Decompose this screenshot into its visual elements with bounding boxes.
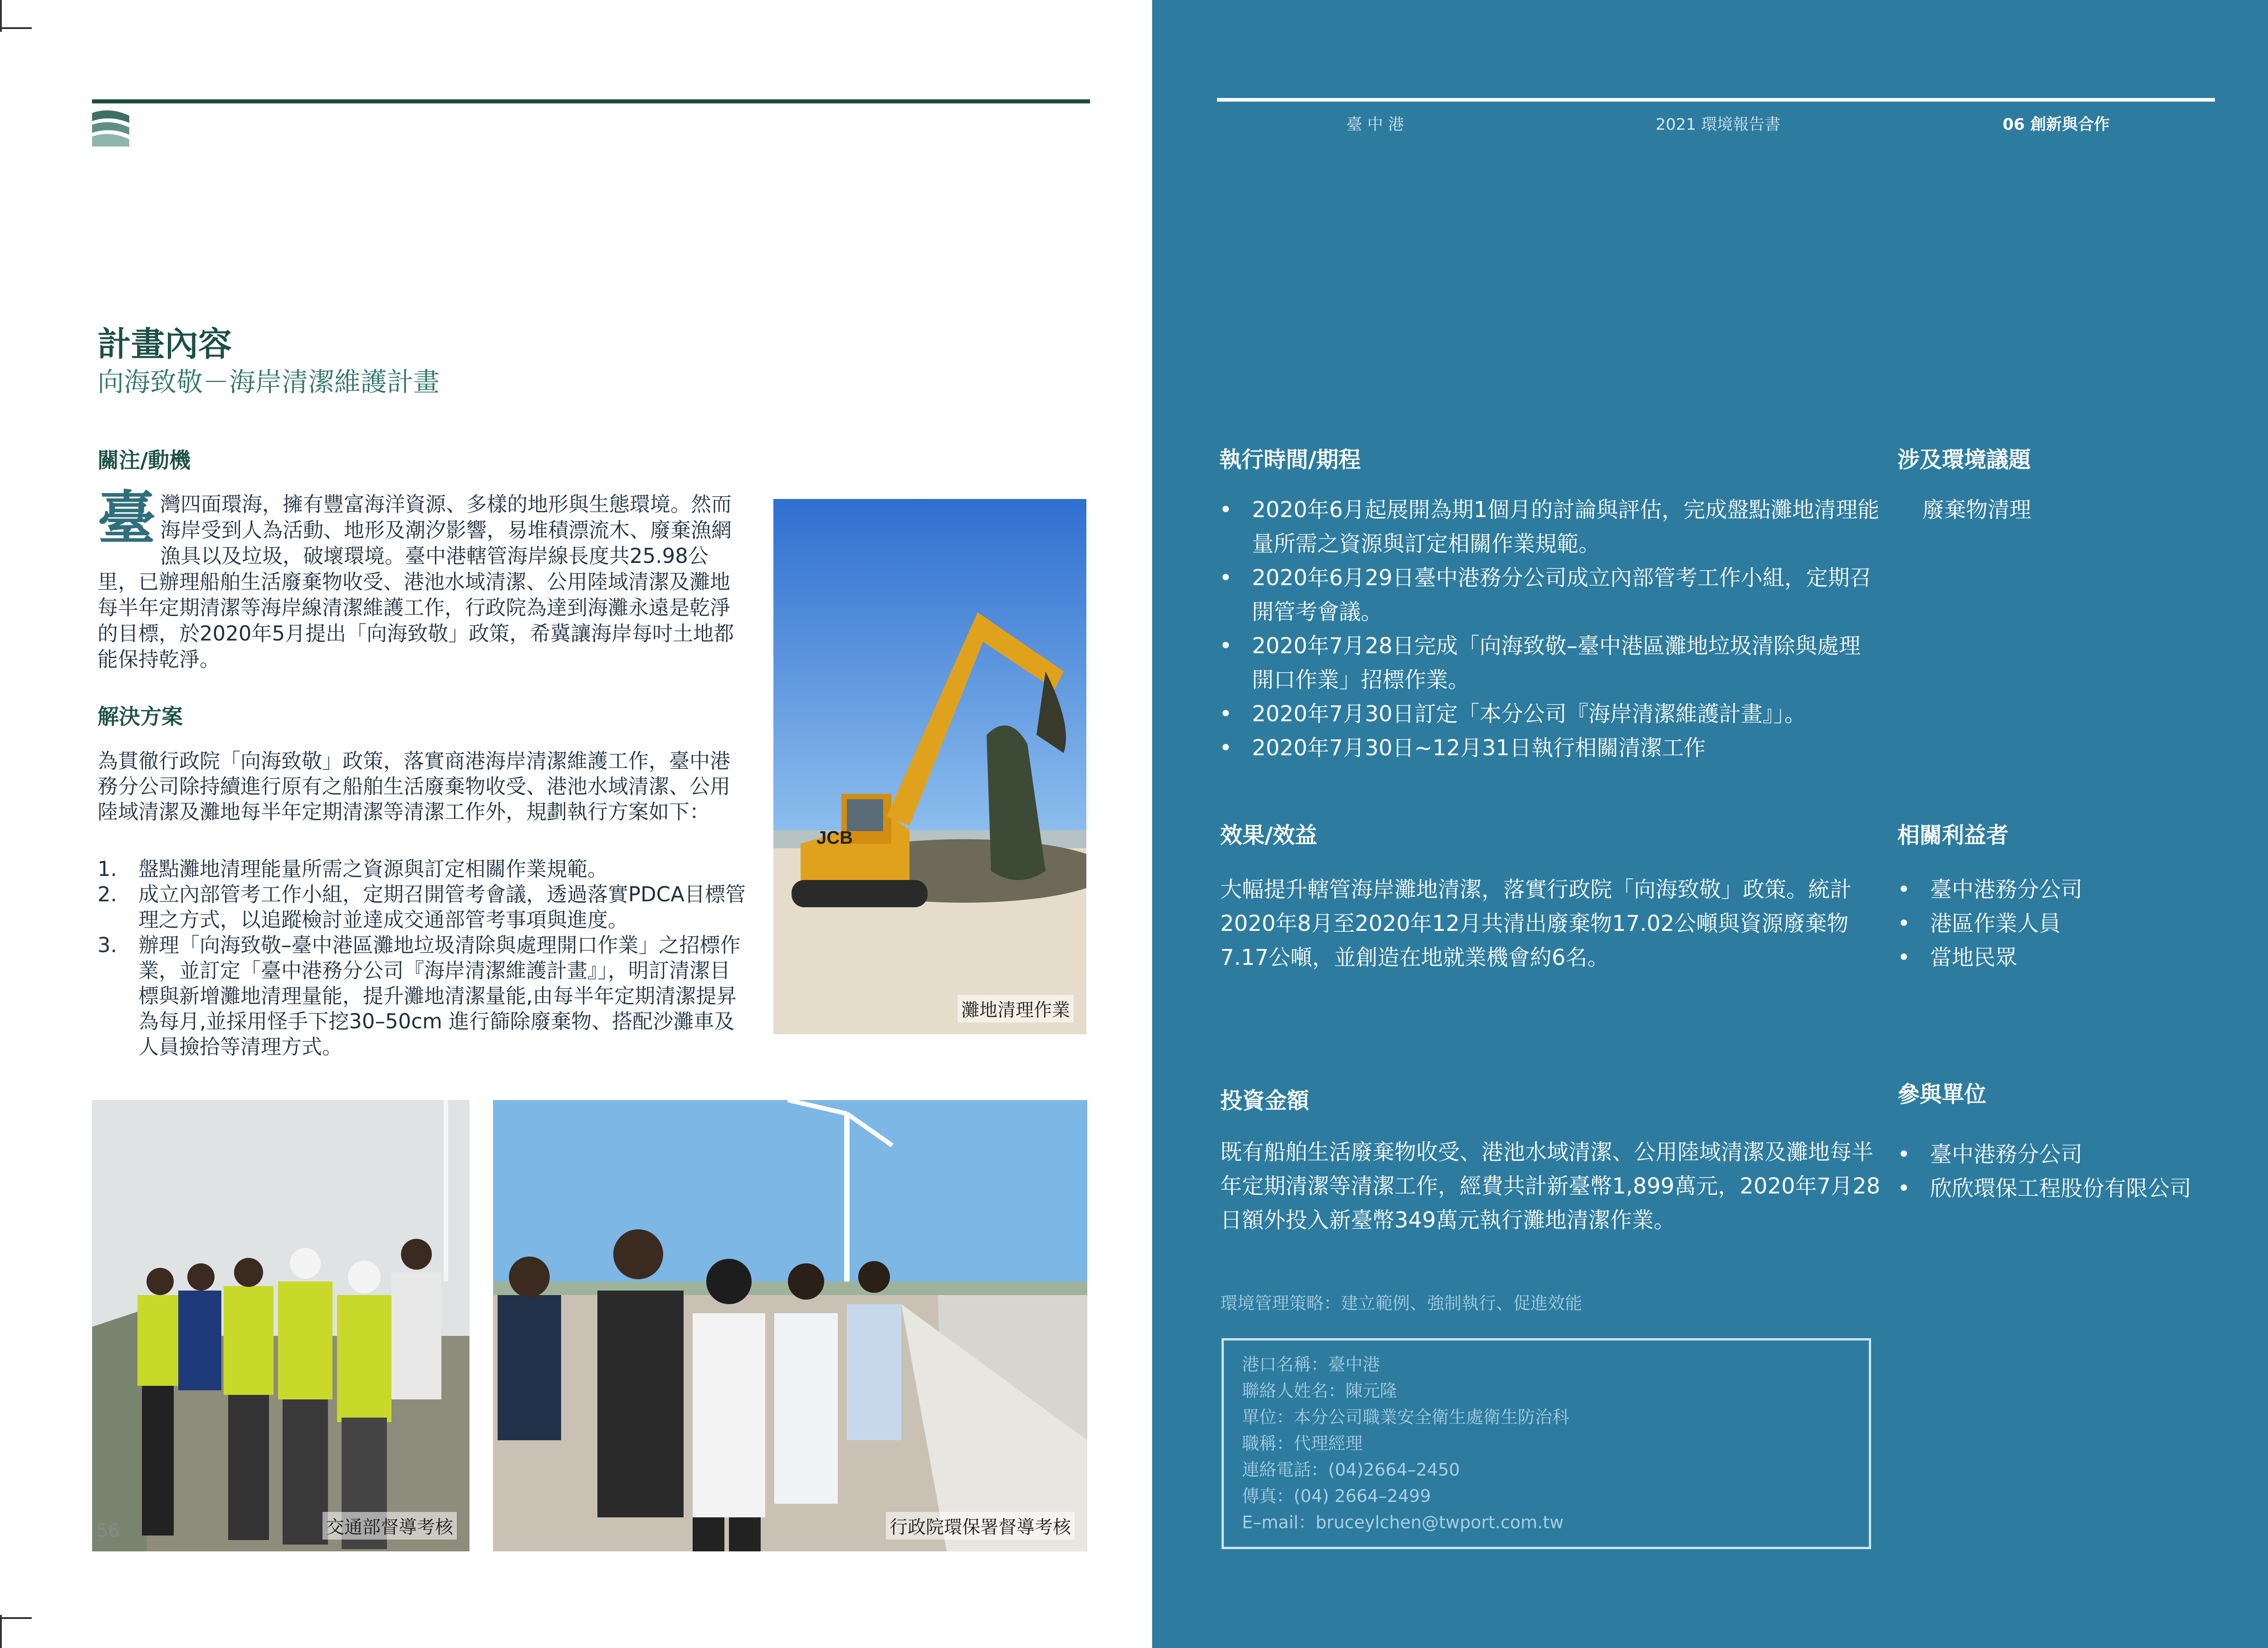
solution-list	[98, 856, 747, 1060]
stakeholders-heading: 相關利益者	[1897, 822, 2009, 848]
list-item: • 2020年7月30日訂定「本分公司『海岸清潔維護計畫』」。	[1219, 697, 1882, 731]
list-item: • 2020年6月29日臺中港務分公司成立內部管考工作小組，定期召開管考會議。	[1219, 561, 1882, 629]
list-item: • 港區作業人員	[1897, 907, 2082, 941]
list-item: 2. 成立內部管考工作小組，定期召開管考會議，透過落實PDCA目標管理之方式，以追蹤檢討並達成交通部管考事項與進度。	[98, 882, 746, 932]
list-item: • 臺中港務分公司	[1897, 873, 2082, 907]
crop-mark	[0, 1617, 32, 1619]
investment-heading: 投資金額	[1220, 1088, 1310, 1114]
effect-heading: 效果/效益	[1220, 822, 1317, 848]
drop-cap: 臺	[98, 485, 156, 553]
page-number: 56	[97, 1521, 120, 1541]
contact-port: 港口名稱：臺中港	[1242, 1355, 1380, 1374]
issues-text: 廢棄物清理	[1922, 497, 2032, 523]
concern-paragraph	[98, 485, 747, 672]
solution-heading: 解決方案	[98, 704, 183, 729]
list-item: 1. 盤點灘地清理能量所需之資源與訂定相關作業規範。	[98, 857, 608, 881]
wave-logo-icon	[92, 109, 129, 147]
execution-heading: 執行時間/期程	[1219, 447, 1361, 473]
list-item: • 欣欣環保工程股份有限公司	[1897, 1172, 2191, 1206]
list-item: • 2020年7月28日完成「向海致敬–臺中港區灘地垃圾清除與處理開口作業」招標作業。	[1219, 629, 1882, 697]
page-subtitle: 向海致敬－海岸清潔維護計畫	[98, 367, 440, 397]
crop-mark	[0, 27, 32, 29]
contact-title: 職稱：代理經理	[1242, 1433, 1363, 1453]
contact-unit: 單位：本分公司職業安全衛生處衛生防治科	[1242, 1407, 1570, 1427]
contact-phone: 連絡電話：(04)2664–2450	[1242, 1460, 1460, 1480]
list-item: • 臺中港務分公司	[1897, 1138, 2191, 1172]
stakeholders-list	[1897, 873, 2082, 975]
photo-caption: 灘地清理作業	[958, 995, 1074, 1022]
list-item: 3. 辦理「向海致敬–臺中港區灘地垃圾清除與處理開口作業」之招標作業，並訂定「臺中港務分公司『海岸清潔維護計畫』」，明訂清潔目標與新增灘地清理量能，提升灘地清潔量能,由每半年定期清潔提昇為每月,並採用怪手下挖30–50cm 進行篩除廢棄物、搭配沙灘車及人員撿拾等清理方式。	[98, 933, 741, 1059]
participants-list	[1897, 1138, 2191, 1206]
svg-text:JCB: JCB	[816, 828, 853, 848]
participants-heading: 參與單位	[1897, 1081, 1987, 1107]
management-strategy: 環境管理策略：建立範例、強制執行、促進效能	[1220, 1293, 1583, 1313]
ministry-inspection-photo	[92, 1100, 469, 1551]
photo-caption: 行政院環保署督導考核	[886, 1512, 1075, 1540]
solution-intro: 為貫徹行政院「向海致敬」政策，落實商港海岸清潔維護工作，臺中港務分公司除持續進行原有之船舶生活廢棄物收受、港池水域清潔、公用陸域清潔及灘地每半年定期清潔等清潔工作外，規劃執行方案如下：	[98, 749, 731, 824]
effect-text: 大幅提升轄管海岸灘地清潔，落實行政院「向海致敬」政策。統計2020年8月至2020年12月共清出廢棄物17.02公噸與資源廢棄物7.17公噸，並創造在地就業機會約6名。	[1220, 877, 1852, 970]
concern-body: 灣四面環海，擁有豐富海洋資源、多樣的地形與生態環境。然而海岸受到人為活動、地形及潮汐影響，易堆積漂流木、廢棄漁網漁具以及垃圾，破壞環境。臺中港轄管海岸線長度共25.98公里，已辦理船舶生活廢棄物收受、港池水域清潔、公用陸域清潔及灘地每半年定期清潔等海岸線清潔維護工作，行政院為達到海灘永遠是乾淨的目標，於2020年5月提出「向海致敬」政策，希冀讓海岸每吋土地都能保持乾淨。	[98, 492, 734, 671]
page-title: 計畫內容	[98, 325, 232, 364]
concern-heading: 關注/動機	[98, 448, 191, 473]
contact-email[interactable]: E–mail：bruceylchen@twport.com.tw	[1242, 1512, 1564, 1532]
top-rule	[92, 99, 1090, 103]
list-item: • 2020年7月30日~12月31日執行相關清潔工作	[1219, 731, 1882, 765]
photo-caption: 交通部督導考核	[323, 1512, 457, 1540]
contact-fax: 傳真：(04) 2664–2499	[1242, 1486, 1431, 1506]
top-rule	[1217, 98, 2215, 102]
list-item: • 當地民眾	[1897, 941, 2082, 975]
header-report: 2021 環境報告書	[1656, 116, 1781, 134]
issues-heading: 涉及環境議題	[1897, 447, 2031, 473]
execution-list	[1219, 493, 1882, 765]
contact-box	[1222, 1338, 1871, 1549]
excavator-photo	[773, 499, 1086, 1034]
epa-inspection-photo	[493, 1100, 1087, 1551]
list-item: • 2020年6月起展開為期1個月的討論與評估，完成盤點灘地清理能量所需之資源與訂定相關作業規範。	[1219, 493, 1882, 561]
investment-text: 既有船舶生活廢棄物收受、港池水域清潔、公用陸域清潔及灘地每半年定期清潔等清潔工作，經費共計新臺幣1,899萬元，2020年7月28日額外投入新臺幣349萬元執行灘地清潔作業。	[1220, 1139, 1881, 1233]
contact-person: 聯絡人姓名：陳元隆	[1242, 1381, 1398, 1401]
header-port: 臺 中 港	[1346, 116, 1404, 134]
crop-mark	[0, 1615, 2, 1648]
header-chapter: 06 創新與合作	[2003, 116, 2110, 134]
